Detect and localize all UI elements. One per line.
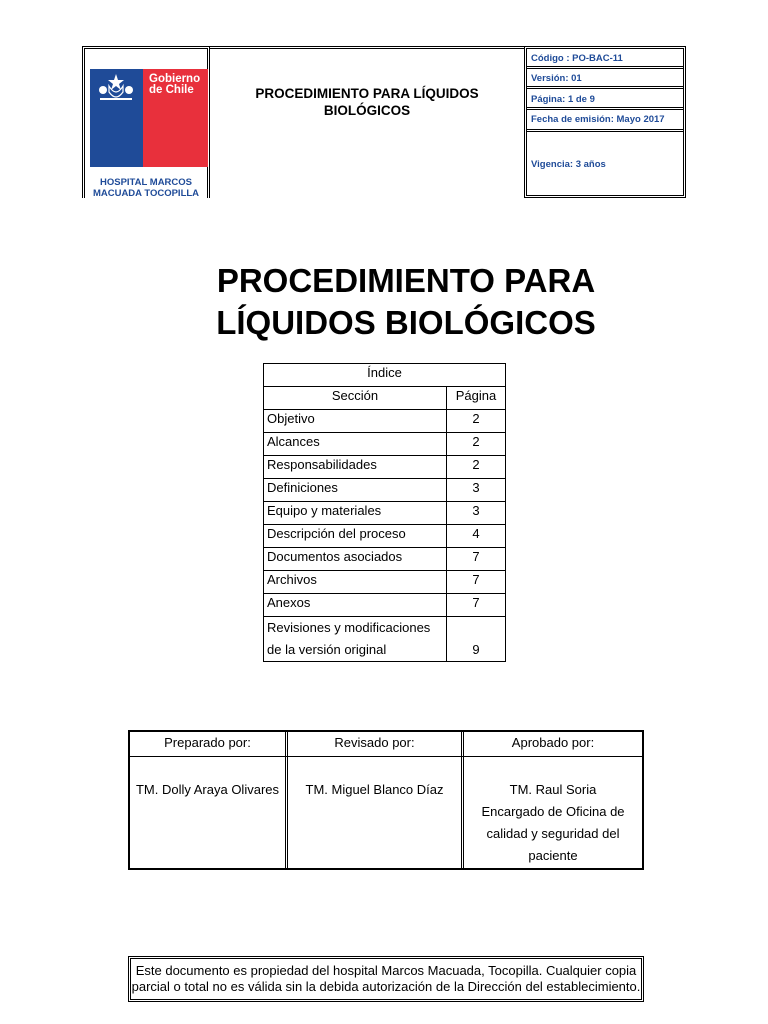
index-section: Anexos xyxy=(264,594,447,617)
page-title-line1: PROCEDIMIENTO PARA xyxy=(216,262,596,299)
index-section-line1: Revisiones y modificaciones xyxy=(267,620,431,635)
table-row xyxy=(264,571,506,594)
approval-prepared-column xyxy=(130,732,285,868)
logo-line2: de Chile xyxy=(149,84,194,96)
ownership-notice-line2: parcial o total no es válida sin la debida autorización de la Dirección del establecimiento. xyxy=(131,979,641,994)
chile-coat-of-arms-icon xyxy=(96,72,136,104)
header-title xyxy=(210,85,524,119)
index-section: Descripción del proceso xyxy=(264,525,447,548)
header-title-line2: BIOLÓGICOS xyxy=(323,103,411,118)
index-section: Equipo y materiales xyxy=(264,502,447,525)
page-title-line2: LÍQUIDOS BIOLÓGICOS xyxy=(216,304,596,341)
index-section: Alcances xyxy=(264,433,447,456)
approved-name xyxy=(464,779,642,867)
index-section: Responsabilidades xyxy=(264,456,447,479)
meta-divider xyxy=(527,107,683,110)
prepared-name: TM. Dolly Araya Olivares xyxy=(135,782,280,797)
index-page: 7 xyxy=(447,571,506,594)
index-page: 7 xyxy=(447,594,506,617)
index-page: 3 xyxy=(447,479,506,502)
logo-wordmark xyxy=(149,74,200,96)
reviewed-label: Revisado por: xyxy=(334,735,415,750)
index-page: 2 xyxy=(447,433,506,456)
index-header-row xyxy=(264,387,506,410)
logo-line1: Gobierno xyxy=(149,73,201,85)
table-row xyxy=(264,548,506,571)
approval-table xyxy=(128,730,644,870)
meta-divider xyxy=(527,129,683,132)
index-section: Objetivo xyxy=(264,410,447,433)
approval-approved-column xyxy=(464,732,642,868)
approved-line: Encargado de Oficina de xyxy=(481,804,625,819)
meta-vigencia: Vigencia: 3 años xyxy=(531,159,606,170)
table-row xyxy=(264,502,506,525)
table-row xyxy=(264,433,506,456)
index-page: 4 xyxy=(447,525,506,548)
table-row xyxy=(264,456,506,479)
ownership-notice-line1: Este documento es propiedad del hospital Marcos Macuada, Tocopilla. Cualquier copia xyxy=(135,963,637,978)
index-page: 2 xyxy=(447,456,506,479)
table-row xyxy=(264,410,506,433)
index-col-page: Página xyxy=(447,387,506,410)
ownership-notice xyxy=(128,956,644,1002)
logo-blue-panel xyxy=(90,69,143,167)
index-page: 2 xyxy=(447,410,506,433)
gobierno-de-chile-logo xyxy=(90,69,208,167)
header-title-line1: PROCEDIMIENTO PARA LÍQUIDOS xyxy=(255,86,479,101)
meta-divider xyxy=(527,86,683,89)
index-col-section: Sección xyxy=(264,387,447,410)
index-page: 3 xyxy=(447,502,506,525)
meta-divider xyxy=(527,66,683,69)
header-logo-cell xyxy=(82,46,210,198)
approved-label: Aprobado por: xyxy=(511,735,595,750)
meta-codigo: Código : PO-BAC-11 xyxy=(531,53,623,64)
index-page: 7 xyxy=(447,548,506,571)
table-row xyxy=(264,617,506,662)
index-section: Archivos xyxy=(264,571,447,594)
index-caption-row xyxy=(264,364,506,387)
meta-version: Versión: 01 xyxy=(531,73,582,84)
meta-pagina: Página: 1 de 9 xyxy=(531,94,595,105)
index-page: 9 xyxy=(447,617,506,662)
approved-line: calidad y seguridad del xyxy=(486,826,620,841)
logo-red-panel xyxy=(143,69,208,167)
index-section-line2: de la versión original xyxy=(267,642,387,657)
approved-line: paciente xyxy=(528,848,578,863)
table-row xyxy=(264,594,506,617)
index-caption: Índice xyxy=(264,364,506,387)
index-section xyxy=(264,617,447,662)
reviewed-name: TM. Miguel Blanco Díaz xyxy=(305,782,444,797)
document-header xyxy=(82,46,686,198)
hospital-name xyxy=(85,177,207,199)
page-title xyxy=(0,260,768,344)
approved-line: TM. Raul Soria xyxy=(509,782,597,797)
index-section: Documentos asociados xyxy=(264,548,447,571)
index-section: Definiciones xyxy=(264,479,447,502)
index-table xyxy=(263,363,506,662)
prepared-label: Preparado por: xyxy=(164,735,251,750)
header-meta-cell xyxy=(524,46,686,198)
meta-fecha-emision: Fecha de emisión: Mayo 2017 xyxy=(531,114,665,125)
hospital-name-line2: MACUADA TOCOPILLA xyxy=(92,188,200,199)
table-row xyxy=(264,525,506,548)
header-title-cell xyxy=(210,46,524,198)
table-row xyxy=(264,479,506,502)
approval-reviewed-column xyxy=(288,732,461,868)
hospital-name-line1: HOSPITAL MARCOS xyxy=(99,177,192,188)
